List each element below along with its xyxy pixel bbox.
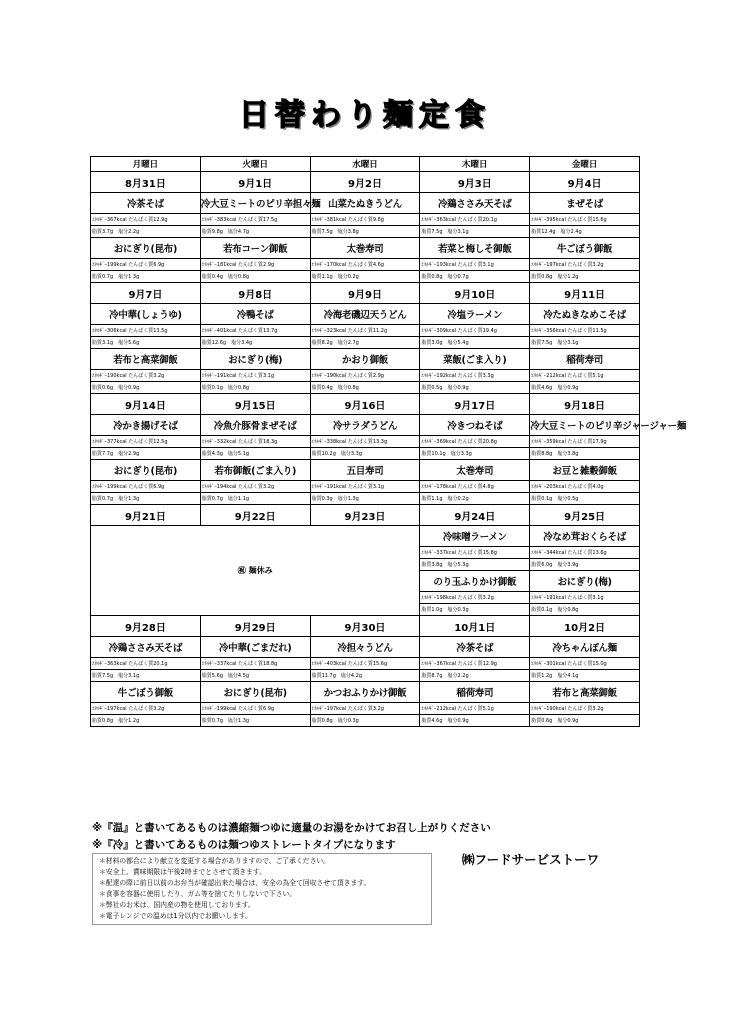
dish-name: 冷味噌ラーメン bbox=[420, 526, 530, 547]
date-cell: 8月31日 bbox=[91, 172, 201, 193]
weekday-header: 金曜日 bbox=[530, 157, 640, 172]
caution-line: ＊電子レンジでの温めは1分以内でお願いします。 bbox=[99, 912, 252, 920]
dish-row bbox=[91, 193, 640, 214]
date-cell: 9月4日 bbox=[530, 172, 640, 193]
energy-protein: ｴﾈﾙｷﾞｰ191kcal たんぱく質3.1g bbox=[200, 370, 310, 382]
fat-salt: 脂質0.7g 塩分1.3g bbox=[91, 493, 201, 505]
fat-salt: 脂質7.5g 塩分3.8g bbox=[310, 226, 420, 238]
energy-protein: ｴﾈﾙｷﾞｰ377kcal たんぱく質12.5g bbox=[91, 436, 201, 448]
date-cell: 10月2日 bbox=[530, 616, 640, 637]
energy-protein: ｴﾈﾙｷﾞｰ191kcal たんぱく質3.1g bbox=[310, 481, 420, 493]
date-row bbox=[91, 616, 640, 637]
fat-salt: 脂質0.7g 塩分1.3g bbox=[91, 271, 201, 283]
caution-line: ＊弊社のお米は、国内産の物を使用しております。 bbox=[99, 901, 255, 909]
energy-protein: ｴﾈﾙｷﾞｰ403kcal たんぱく質15.6g bbox=[310, 658, 420, 670]
nutrition-row bbox=[91, 259, 640, 271]
energy-protein: ｴﾈﾙｷﾞｰ198kcal たんぱく質3.2g bbox=[420, 592, 530, 604]
nutrition-row bbox=[91, 493, 640, 505]
fat-salt: 脂質1.1g 塩分0.2g bbox=[310, 271, 420, 283]
dish-name: かおり御飯 bbox=[310, 349, 420, 370]
dish-name: おにぎり(昆布) bbox=[200, 682, 310, 703]
date-cell: 9月9日 bbox=[310, 283, 420, 304]
dish-name: まぜそば bbox=[530, 193, 640, 214]
date-cell: 9月23日 bbox=[310, 505, 420, 526]
energy-protein: ｴﾈﾙｷﾞｰ337kcal たんぱく質18.8g bbox=[200, 658, 310, 670]
dish-name: 冷鴨そば bbox=[200, 304, 310, 325]
dish-name: 冷茶そば bbox=[91, 193, 201, 214]
fat-salt: 脂質12.4g 塩分2.4g bbox=[530, 226, 640, 238]
date-cell: 9月21日 bbox=[91, 505, 201, 526]
dish-name: 山菜たぬきうどん bbox=[310, 193, 420, 214]
dish-row bbox=[91, 460, 640, 481]
dish-name: 冷かき揚げそば bbox=[91, 415, 201, 436]
caution-line: ＊配達の際に前日以前のお弁当が確認出来た場合は、安全の為全て回収させて頂きます。 bbox=[99, 879, 371, 887]
energy-protein: ｴﾈﾙｷﾞｰ197kcal たんぱく質3.2g bbox=[530, 259, 640, 271]
dish-name: かつおふりかけ御飯 bbox=[310, 682, 420, 703]
fat-salt: 脂質7.5g 塩分3.1g bbox=[91, 670, 201, 682]
dish-name: 冷中華(ごまだれ) bbox=[200, 637, 310, 658]
dish-name: 冷サラダうどん bbox=[310, 415, 420, 436]
nutrition-row bbox=[91, 382, 640, 394]
dish-name: 冷きつねそば bbox=[420, 415, 530, 436]
nutrition-row bbox=[91, 214, 640, 226]
nutrition-row bbox=[91, 481, 640, 493]
weekday-header: 水曜日 bbox=[310, 157, 420, 172]
energy-protein: ｴﾈﾙｷﾞｰ381kcal たんぱく質9.8g bbox=[310, 214, 420, 226]
nutrition-row bbox=[91, 436, 640, 448]
date-cell: 9月16日 bbox=[310, 394, 420, 415]
fat-salt: 脂質0.7g 塩分1.1g bbox=[200, 493, 310, 505]
caution-box bbox=[92, 853, 432, 925]
fat-salt: 脂質4.3g 塩分5.1g bbox=[200, 448, 310, 460]
energy-protein: ｴﾈﾙｷﾞｰ212kcal たんぱく質5.1g bbox=[420, 703, 530, 715]
energy-protein: ｴﾈﾙｷﾞｰ306kcal たんぱく質13.5g bbox=[91, 325, 201, 337]
fat-salt: 脂質0.3g 塩分1.3g bbox=[310, 493, 420, 505]
weekday-header: 火曜日 bbox=[200, 157, 310, 172]
dish-row bbox=[91, 682, 640, 703]
dish-name: 牛ごぼう御飯 bbox=[530, 238, 640, 259]
dish-name: 若布と高菜御飯 bbox=[530, 682, 640, 703]
date-row bbox=[91, 283, 640, 304]
energy-protein: ｴﾈﾙｷﾞｰ363kcal たんぱく質20.1g bbox=[91, 658, 201, 670]
fat-salt: 脂質11.7g 塩分4.2g bbox=[310, 670, 420, 682]
energy-protein: ｴﾈﾙｷﾞｰ190kcal たんぱく質3.2g bbox=[91, 370, 201, 382]
date-cell: 9月3日 bbox=[420, 172, 530, 193]
dish-row bbox=[91, 526, 640, 547]
date-cell: 9月2日 bbox=[310, 172, 420, 193]
energy-protein: ｴﾈﾙｷﾞｰ401kcal たんぱく質13.7g bbox=[200, 325, 310, 337]
fat-salt: 脂質8.7g 塩分2.2g bbox=[420, 670, 530, 682]
date-cell: 9月1日 bbox=[200, 172, 310, 193]
energy-protein: ｴﾈﾙｷﾞｰ359kcal たんぱく質17.9g bbox=[530, 436, 640, 448]
dish-name: 稲荷寿司 bbox=[530, 349, 640, 370]
fat-salt: 脂質3.0g 塩分5.4g bbox=[420, 337, 530, 349]
date-cell: 9月28日 bbox=[91, 616, 201, 637]
date-row bbox=[91, 394, 640, 415]
date-cell: 9月14日 bbox=[91, 394, 201, 415]
fat-salt: 脂質0.1g 塩分0.5g bbox=[530, 493, 640, 505]
fat-salt: 脂質0.5g 塩分0.9g bbox=[420, 382, 530, 394]
dish-name: 稲荷寿司 bbox=[420, 682, 530, 703]
energy-protein: ｴﾈﾙｷﾞｰ197kcal たんぱく質3.2g bbox=[91, 703, 201, 715]
energy-protein: ｴﾈﾙｷﾞｰ197kcal たんぱく質3.2g bbox=[310, 703, 420, 715]
dish-name: 五目寿司 bbox=[310, 460, 420, 481]
energy-protein: ｴﾈﾙｷﾞｰ178kcal たんぱく質4.8g bbox=[420, 481, 530, 493]
dish-name: 若布と高菜御飯 bbox=[91, 349, 201, 370]
notes bbox=[92, 820, 491, 854]
nutrition-row bbox=[91, 370, 640, 382]
menu-table bbox=[90, 156, 687, 727]
energy-protein: ｴﾈﾙｷﾞｰ301kcal たんぱく質15.0g bbox=[530, 658, 640, 670]
energy-protein: ｴﾈﾙｷﾞｰ191kcal たんぱく質3.1g bbox=[530, 592, 640, 604]
fat-salt: 脂質8.8g 塩分3.8g bbox=[530, 448, 640, 460]
dish-name: 冷中華(しょうゆ) bbox=[91, 304, 201, 325]
fat-salt: 脂質0.4g 塩分0.8g bbox=[310, 382, 420, 394]
energy-protein: ｴﾈﾙｷﾞｰ395kcal たんぱく質15.6g bbox=[530, 214, 640, 226]
energy-protein: ｴﾈﾙｷﾞｰ203kcal たんぱく質4.0g bbox=[530, 481, 640, 493]
energy-protein: ｴﾈﾙｷﾞｰ194kcal たんぱく質3.2g bbox=[200, 481, 310, 493]
dish-row bbox=[91, 637, 640, 658]
fat-salt: 脂質7.5g 塩分3.1g bbox=[420, 226, 530, 238]
energy-protein: ｴﾈﾙｷﾞｰ193kcal たんぱく質3.1g bbox=[420, 259, 530, 271]
date-cell: 9月17日 bbox=[420, 394, 530, 415]
nutrition-row bbox=[91, 715, 640, 727]
fat-salt: 脂質12.6g 塩分3.4g bbox=[200, 337, 310, 349]
dish-name: 冷ちゃんぽん麺 bbox=[530, 637, 640, 658]
dish-name: おにぎり(昆布) bbox=[91, 238, 201, 259]
dish-name: 冷大豆ミートのピリ辛担々麺 bbox=[200, 193, 310, 214]
nutrition-row bbox=[91, 658, 640, 670]
fat-salt: 脂質10.2g 塩分3.3g bbox=[310, 448, 420, 460]
fat-salt: 脂質0.8g 塩分0.3g bbox=[310, 715, 420, 727]
dish-name: 冷魚介豚骨まぜそば bbox=[200, 415, 310, 436]
energy-protein: ｴﾈﾙｷﾞｰ309kcal たんぱく質19.4g bbox=[420, 325, 530, 337]
nutrition-row bbox=[91, 337, 640, 349]
energy-protein: ｴﾈﾙｷﾞｰ332kcal たんぱく質18.3g bbox=[200, 436, 310, 448]
fat-salt: 脂質8.2g 塩分2.7g bbox=[310, 337, 420, 349]
energy-protein: ｴﾈﾙｷﾞｰ190kcal たんぱく質3.2g bbox=[530, 703, 640, 715]
date-row bbox=[91, 505, 640, 526]
energy-protein: ｴﾈﾙｷﾞｰ338kcal たんぱく質13.3g bbox=[310, 436, 420, 448]
fat-salt: 脂質5.6g 塩分4.5g bbox=[200, 670, 310, 682]
energy-protein: ｴﾈﾙｷﾞｰ337kcal たんぱく質15.8g bbox=[420, 547, 530, 559]
energy-protein: ｴﾈﾙｷﾞｰ181kcal たんぱく質2.9g bbox=[200, 259, 310, 271]
dish-row bbox=[91, 415, 640, 436]
date-cell: 9月11日 bbox=[530, 283, 640, 304]
energy-protein: ｴﾈﾙｷﾞｰ383kcal たんぱく質17.5g bbox=[200, 214, 310, 226]
weekday-header-row bbox=[91, 157, 640, 172]
date-cell: 9月22日 bbox=[200, 505, 310, 526]
dish-name: 冷鶏ささみ天そば bbox=[420, 193, 530, 214]
energy-protein: ｴﾈﾙｷﾞｰ323kcal たんぱく質11.2g bbox=[310, 325, 420, 337]
date-cell: 9月15日 bbox=[200, 394, 310, 415]
fat-salt: 脂質1.0g 塩分0.3g bbox=[420, 604, 530, 616]
energy-protein: ｴﾈﾙｷﾞｰ356kcal たんぱく質11.5g bbox=[530, 325, 640, 337]
company-name: ㈱フードサービストーワ bbox=[462, 852, 600, 867]
dish-row bbox=[91, 304, 640, 325]
dish-name: 冷なめ茸おくらそば bbox=[530, 526, 640, 547]
fat-salt: 脂質0.8g 塩分0.7g bbox=[420, 271, 530, 283]
energy-protein: ｴﾈﾙｷﾞｰ369kcal たんぱく質20.8g bbox=[420, 436, 530, 448]
date-cell: 9月30日 bbox=[310, 616, 420, 637]
nutrition-row bbox=[91, 703, 640, 715]
date-cell: 9月29日 bbox=[200, 616, 310, 637]
energy-protein: ｴﾈﾙｷﾞｰ170kcal たんぱく質4.6g bbox=[310, 259, 420, 271]
dish-name: のり玉ふりかけ御飯 bbox=[420, 571, 530, 592]
fat-salt: 脂質1.1g 塩分0.2g bbox=[420, 493, 530, 505]
dish-name: 菜飯(ごま入り) bbox=[420, 349, 530, 370]
dish-name: 牛ごぼう御飯 bbox=[91, 682, 201, 703]
nutrition-row bbox=[91, 448, 640, 460]
energy-protein: ｴﾈﾙｷﾞｰ199kcal たんぱく質6.9g bbox=[91, 259, 201, 271]
dish-name: お豆と雑穀御飯 bbox=[530, 460, 640, 481]
nutrition-row bbox=[91, 226, 640, 238]
caution-line: ＊材料の都合により献立を変更する場合がありますので、ご了承ください。 bbox=[99, 857, 330, 865]
fat-salt: 脂質0.4g 塩分0.8g bbox=[200, 271, 310, 283]
note-line: ※『冷』と書いてあるものは麺つゆストレートタイプになります bbox=[92, 839, 396, 851]
date-cell: 9月25日 bbox=[530, 505, 640, 526]
energy-protein: ｴﾈﾙｷﾞｰ199kcal たんぱく質6.9g bbox=[91, 481, 201, 493]
energy-protein: ｴﾈﾙｷﾞｰ367kcal たんぱく質12.9g bbox=[420, 658, 530, 670]
nutrition-row bbox=[91, 271, 640, 283]
date-cell: 9月10日 bbox=[420, 283, 530, 304]
fat-salt: 脂質4.6g 塩分0.9g bbox=[530, 382, 640, 394]
energy-protein: ｴﾈﾙｷﾞｰ367kcal たんぱく質12.9g bbox=[91, 214, 201, 226]
dish-name: おにぎり(梅) bbox=[530, 571, 640, 592]
caution-line: ＊安全上、賞味期限は午後2時までとさせて頂きます。 bbox=[99, 868, 266, 876]
fat-salt: 脂質7.5g 塩分3.1g bbox=[530, 337, 640, 349]
fat-salt: 脂質9.8g 塩分4.7g bbox=[200, 226, 310, 238]
fat-salt: 脂質0.6g 塩分0.9g bbox=[91, 382, 201, 394]
date-row bbox=[91, 172, 640, 193]
date-cell: 9月18日 bbox=[530, 394, 640, 415]
page-title: 日替わり麺定食 bbox=[239, 98, 491, 133]
nutrition-row bbox=[91, 325, 640, 337]
dish-name: 冷海老磯辺天うどん bbox=[310, 304, 420, 325]
note-line: ※『温』と書いてあるものは濃縮麺つゆに適量のお湯をかけてお召し上がりください bbox=[92, 822, 491, 834]
date-cell: 9月24日 bbox=[420, 505, 530, 526]
fat-salt: 脂質0.7g 塩分1.3g bbox=[200, 715, 310, 727]
dish-name: 冷たぬきなめこそば bbox=[530, 304, 640, 325]
date-cell: 9月7日 bbox=[91, 283, 201, 304]
fat-salt: 脂質7.7g 塩分2.9g bbox=[91, 448, 201, 460]
fat-salt: 脂質10.1g 塩分3.3g bbox=[420, 448, 530, 460]
energy-protein: ｴﾈﾙｷﾞｰ192kcal たんぱく質3.3g bbox=[420, 370, 530, 382]
dish-row bbox=[91, 238, 640, 259]
dish-name: 冷大豆ミートのピリ辛ジャージャー麺 bbox=[530, 415, 640, 436]
fat-salt: 脂質3.1g 塩分5.6g bbox=[91, 337, 201, 349]
weekday-header: 木曜日 bbox=[420, 157, 530, 172]
dish-row bbox=[91, 349, 640, 370]
nutrition-row bbox=[91, 670, 640, 682]
fat-salt: 脂質3.8g 塩分5.3g bbox=[420, 559, 530, 571]
date-cell: 10月1日 bbox=[420, 616, 530, 637]
fat-salt: 脂質3.7g 塩分2.2g bbox=[91, 226, 201, 238]
dish-name: 若菜と梅しそ御飯 bbox=[420, 238, 530, 259]
fat-salt: 脂質4.6g 塩分0.9g bbox=[420, 715, 530, 727]
fat-salt: 脂質0.1g 塩分0.8g bbox=[200, 382, 310, 394]
fat-salt: 脂質6.0g 塩分3.9g bbox=[530, 559, 640, 571]
dish-name: 冷鶏ささみ天そば bbox=[91, 637, 201, 658]
dish-name: おにぎり(昆布) bbox=[91, 460, 201, 481]
energy-protein: ｴﾈﾙｷﾞｰ190kcal たんぱく質2.9g bbox=[310, 370, 420, 382]
dish-name: 太巻寿司 bbox=[310, 238, 420, 259]
dish-name: 冷茶そば bbox=[420, 637, 530, 658]
fat-salt: 脂質0.6g 塩分0.9g bbox=[530, 715, 640, 727]
energy-protein: ｴﾈﾙｷﾞｰ344kcal たんぱく質13.6g bbox=[530, 547, 640, 559]
energy-protein: ｴﾈﾙｷﾞｰ363kcal たんぱく質20.1g bbox=[420, 214, 530, 226]
date-cell: 9月8日 bbox=[200, 283, 310, 304]
weekday-header: 月曜日 bbox=[91, 157, 201, 172]
holiday-cell: ㊗ 麺休み bbox=[91, 526, 420, 616]
dish-name: 若布御飯(ごま入り) bbox=[200, 460, 310, 481]
energy-protein: ｴﾈﾙｷﾞｰ199kcal たんぱく質6.9g bbox=[200, 703, 310, 715]
dish-name: 冷塩ラーメン bbox=[420, 304, 530, 325]
dish-name: おにぎり(梅) bbox=[200, 349, 310, 370]
dish-name: 冷担々うどん bbox=[310, 637, 420, 658]
energy-protein: ｴﾈﾙｷﾞｰ212kcal たんぱく質5.1g bbox=[530, 370, 640, 382]
caution-line: ＊食事を容器に使用したり、ガム等を捨てたりしないで下さい。 bbox=[99, 890, 297, 898]
dish-name: 若布コーン御飯 bbox=[200, 238, 310, 259]
fat-salt: 脂質0.1g 塩分0.8g bbox=[530, 604, 640, 616]
fat-salt: 脂質0.8g 塩分1.2g bbox=[530, 271, 640, 283]
fat-salt: 脂質1.2g 塩分4.1g bbox=[530, 670, 640, 682]
fat-salt: 脂質0.8g 塩分1.2g bbox=[91, 715, 201, 727]
dish-name: 太巻寿司 bbox=[420, 460, 530, 481]
